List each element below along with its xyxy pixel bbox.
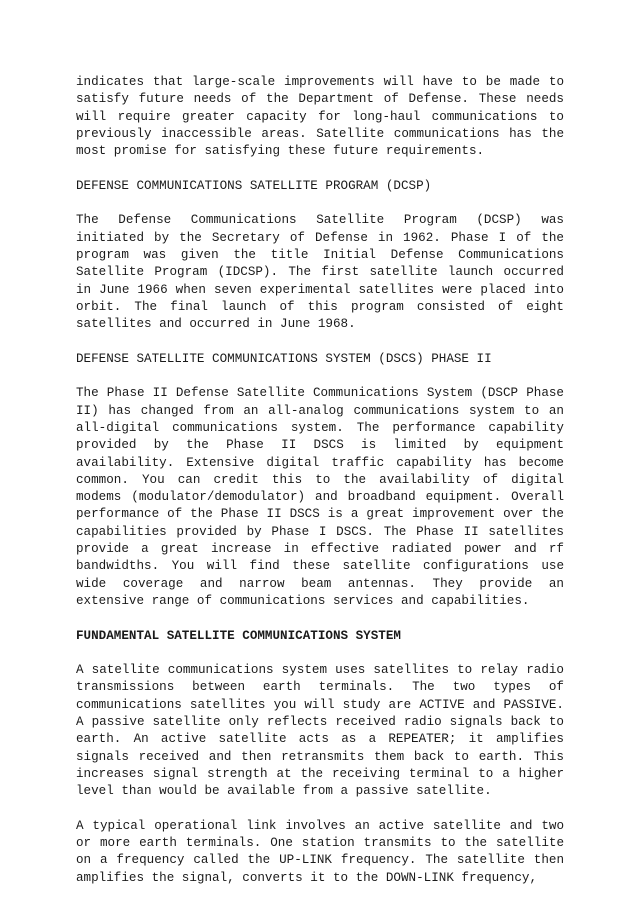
operational-link-paragraph: A typical operational link involves an active satellite and two or more earth terminals. One station transmits to the satellite on a frequency called the UP-LINK frequency. The satellite then amplifies the signal, converts it to the DOWN-LINK frequency, bbox=[76, 818, 564, 885]
intro-paragraph: indicates that large-scale improvements will have to be made to satisfy future needs of the Department of Defense. These needs will require greater capacity for long-haul communications to previously inaccessible areas. Satellite communications has the most promise for satisfying these future requirements. bbox=[76, 75, 564, 159]
dcsp-paragraph: The Defense Communications Satellite Program (DCSP) was initiated by the Secretary of Defense in 1962. Phase I of the program was given the title Initial Defense Communications Satellite Program (IDCSP). The first satellite launch occurred in June 1966 when seven experimental satellites were placed into orbit. The final launch of this program consisted of eight satellites and occurred in June 1968. bbox=[76, 213, 564, 332]
dscs-phase-ii-paragraph: The Phase II Defense Satellite Communications System (DSCP Phase II) has changed from an all-analog communications system to an all-digital communications system. The performance capability provided by the Phase II DSCS is limited by equipment availability. Extensive digital traffic capability has become common. You can credit this to the availability of digital modems (modulator/demodulator) and broadband equipment. Overall performance of the Phase II DSCS is a great improvement over the capabilities provided by Phase I DSCS. The Phase II satellites provide a great increase in effective radiated power and rf bandwidths. You will find these satellite configurations use wide coverage and narrow beam antennas. They provide an extensive range of communications services and capabilities. bbox=[76, 386, 564, 608]
document-page bbox=[76, 74, 564, 904]
section-heading-dcsp: DEFENSE COMMUNICATIONS SATELLITE PROGRAM (DCSP) bbox=[76, 178, 432, 193]
satellite-system-paragraph: A satellite communications system uses satellites to relay radio transmissions between earth terminals. The two types of communications satellites you will study are ACTIVE and PASSIVE. A passive satellite only reflects received radio signals back to earth. An active satellite acts as a REPEATER; it amplifies signals received and then retransmits them back to earth. This increases signal strength at the receiving terminal to a higher level than would be available from a passive satellite. bbox=[76, 663, 564, 799]
section-heading-fundamental: FUNDAMENTAL SATELLITE COMMUNICATIONS SYSTEM bbox=[76, 628, 401, 643]
section-heading-dscs-phase-ii: DEFENSE SATELLITE COMMUNICATIONS SYSTEM (DSCS) PHASE II bbox=[76, 351, 492, 366]
